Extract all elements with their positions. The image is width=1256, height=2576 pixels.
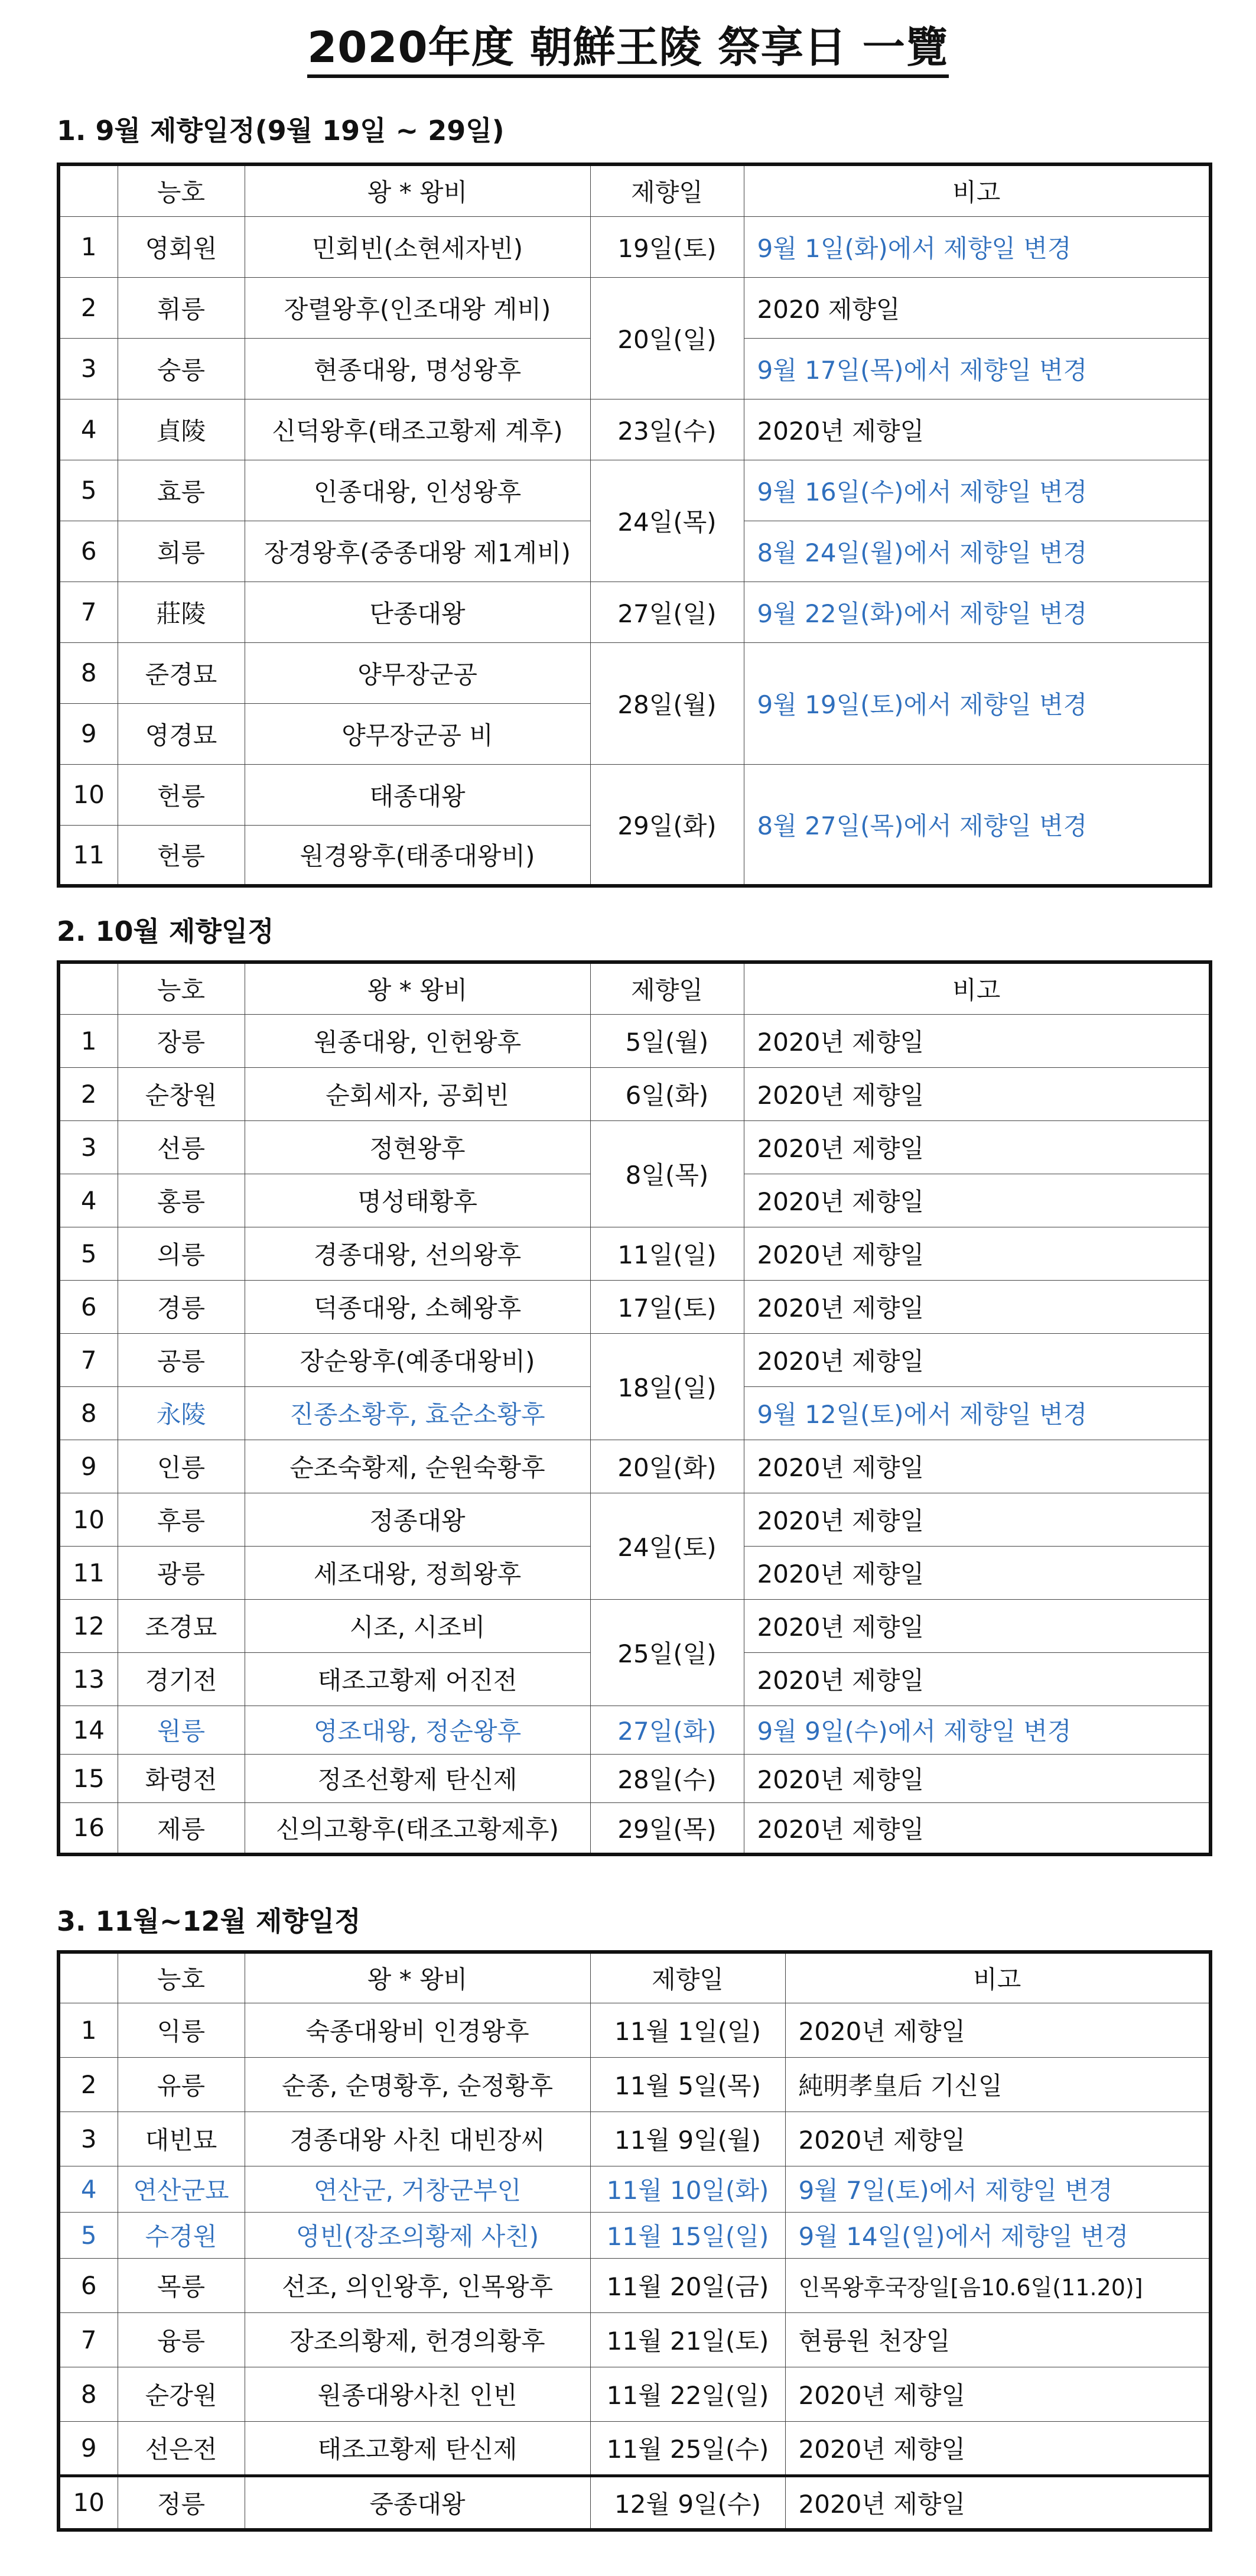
row-number: 12 xyxy=(58,1599,118,1652)
ceremony-date: 20일(일) xyxy=(590,277,744,399)
row-number: 6 xyxy=(58,2258,118,2312)
remark: 2020년 제향일 xyxy=(744,1599,1211,1652)
king-queen-name: 양무장군공 비 xyxy=(245,703,590,764)
page-title: 2020年度 朝鮮王陵 祭享日 一覽 xyxy=(0,13,1256,74)
tomb-name: 헌릉 xyxy=(118,825,245,886)
king-queen-name: 양무장군공 xyxy=(245,642,590,703)
remark: 인목왕후국장일[음10.6일(11.20)] xyxy=(785,2258,1211,2312)
tomb-name: 선은전 xyxy=(118,2421,245,2476)
ceremony-date: 24일(토) xyxy=(590,1493,744,1599)
ceremony-date: 11월 25일(수) xyxy=(590,2421,785,2476)
tomb-name: 융릉 xyxy=(118,2312,245,2367)
remark: 2020년 제향일 xyxy=(744,1120,1211,1174)
table-october xyxy=(57,960,1212,1856)
ceremony-date: 29일(화) xyxy=(590,764,744,886)
tomb-name: 효릉 xyxy=(118,460,245,521)
col-note: 비고 xyxy=(744,164,1211,216)
row-number: 8 xyxy=(58,1386,118,1440)
section-heading-3: 3. 11월~12월 제향일정 xyxy=(57,1905,361,1937)
table-header-row xyxy=(58,962,1211,1014)
ceremony-date: 24일(목) xyxy=(590,460,744,582)
section-heading-1: 1. 9월 제향일정(9월 19일 ~ 29일) xyxy=(57,115,505,147)
tomb-name: 永陵 xyxy=(118,1386,245,1440)
column-header: 제향일 xyxy=(590,962,744,1014)
tomb-name: 목릉 xyxy=(118,2258,245,2312)
column-header xyxy=(58,1952,118,2003)
king-queen-name: 진종소황후, 효순소황후 xyxy=(245,1386,590,1440)
table-row xyxy=(58,2057,1211,2112)
king-queen-name: 세조대왕, 정희왕후 xyxy=(245,1546,590,1599)
row-number: 8 xyxy=(58,2367,118,2421)
king-queen-name: 경종대왕 사친 대빈장씨 xyxy=(245,2112,590,2166)
table-row xyxy=(58,399,1211,460)
tomb-name: 연산군묘 xyxy=(118,2166,245,2212)
column-header: 제향일 xyxy=(590,1952,785,2003)
ceremony-date: 25일(일) xyxy=(590,1599,744,1706)
remark: 9월 7일(토)에서 제향일 변경 xyxy=(785,2166,1211,2212)
row-number: 7 xyxy=(58,582,118,642)
remark: 2020년 제향일 xyxy=(744,399,1211,460)
remark: 9월 9일(수)에서 제향일 변경 xyxy=(744,1706,1211,1754)
table-row xyxy=(58,1802,1211,1854)
tomb-name: 대빈묘 xyxy=(118,2112,245,2166)
tomb-name: 의릉 xyxy=(118,1227,245,1280)
remark: 2020년 제향일 xyxy=(785,2476,1211,2530)
ceremony-date: 11월 22일(일) xyxy=(590,2367,785,2421)
row-number: 1 xyxy=(58,216,118,277)
ceremony-date: 27일(일) xyxy=(590,582,744,642)
row-number: 2 xyxy=(58,277,118,338)
king-queen-name: 영조대왕, 정순왕후 xyxy=(245,1706,590,1754)
tomb-name: 선릉 xyxy=(118,1120,245,1174)
king-queen-name: 정조선황제 탄신제 xyxy=(245,1754,590,1802)
remark: 9월 16일(수)에서 제향일 변경 xyxy=(744,460,1211,521)
row-number: 6 xyxy=(58,521,118,582)
tomb-name: 헌릉 xyxy=(118,764,245,825)
tomb-name: 유릉 xyxy=(118,2057,245,2112)
table-row xyxy=(58,2476,1211,2530)
ceremony-date: 29일(목) xyxy=(590,1802,744,1854)
row-number: 10 xyxy=(58,2476,118,2530)
column-header xyxy=(58,962,118,1014)
remark: 純明孝皇后 기신일 xyxy=(785,2057,1211,2112)
col-date: 제향일 xyxy=(590,164,744,216)
king-queen-name: 순조숙황제, 순원숙황후 xyxy=(245,1440,590,1493)
remark: 2020년 제향일 xyxy=(744,1067,1211,1120)
row-number: 8 xyxy=(58,642,118,703)
king-queen-name: 장순왕후(예종대왕비) xyxy=(245,1333,590,1386)
table-row xyxy=(58,1440,1211,1493)
ceremony-date: 11월 15일(일) xyxy=(590,2212,785,2258)
column-header: 능호 xyxy=(118,962,245,1014)
table-row xyxy=(58,2212,1211,2258)
ceremony-date: 23일(수) xyxy=(590,399,744,460)
king-queen-name: 신덕왕후(태조고황제 계후) xyxy=(245,399,590,460)
king-queen-name: 태조고황제 탄신제 xyxy=(245,2421,590,2476)
tomb-name: 순강원 xyxy=(118,2367,245,2421)
remark: 2020년 제향일 xyxy=(744,1174,1211,1227)
ceremony-date: 11월 1일(일) xyxy=(590,2003,785,2057)
king-queen-name: 태종대왕 xyxy=(245,764,590,825)
row-number: 10 xyxy=(58,764,118,825)
section-heading-2: 2. 10월 제향일정 xyxy=(57,915,274,947)
table-row xyxy=(58,216,1211,277)
col-num xyxy=(58,164,118,216)
king-queen-name: 원경왕후(태종대왕비) xyxy=(245,825,590,886)
tomb-name: 익릉 xyxy=(118,2003,245,2057)
king-queen-name: 정종대왕 xyxy=(245,1493,590,1546)
king-queen-name: 시조, 시조비 xyxy=(245,1599,590,1652)
tomb-name: 경기전 xyxy=(118,1652,245,1706)
row-number: 4 xyxy=(58,2166,118,2212)
row-number: 16 xyxy=(58,1802,118,1854)
king-queen-name: 단종대왕 xyxy=(245,582,590,642)
ceremony-date: 17일(토) xyxy=(590,1280,744,1333)
ceremony-date: 5일(월) xyxy=(590,1014,744,1067)
row-number: 7 xyxy=(58,2312,118,2367)
tomb-name: 공릉 xyxy=(118,1333,245,1386)
table-row xyxy=(58,1227,1211,1280)
remark: 2020년 제향일 xyxy=(744,1802,1211,1854)
row-number: 9 xyxy=(58,2421,118,2476)
king-queen-name: 장렬왕후(인조대왕 계비) xyxy=(245,277,590,338)
king-queen-name: 민회빈(소현세자빈) xyxy=(245,216,590,277)
row-number: 10 xyxy=(58,1493,118,1546)
table-row xyxy=(58,1014,1211,1067)
tomb-name: 원릉 xyxy=(118,1706,245,1754)
row-number: 1 xyxy=(58,1014,118,1067)
ceremony-date: 28일(월) xyxy=(590,642,744,764)
remark: 2020년 제향일 xyxy=(744,1546,1211,1599)
row-number: 5 xyxy=(58,460,118,521)
row-number: 5 xyxy=(58,1227,118,1280)
row-number: 4 xyxy=(58,399,118,460)
row-number: 13 xyxy=(58,1652,118,1706)
remark: 2020년 제향일 xyxy=(785,2421,1211,2476)
tomb-name: 홍릉 xyxy=(118,1174,245,1227)
tomb-name: 준경묘 xyxy=(118,642,245,703)
table-row xyxy=(58,764,1211,825)
king-queen-name: 장경왕후(중종대왕 제1계비) xyxy=(245,521,590,582)
table-row xyxy=(58,1706,1211,1754)
tomb-name: 광릉 xyxy=(118,1546,245,1599)
table-row xyxy=(58,2258,1211,2312)
king-queen-name: 원종대왕, 인헌왕후 xyxy=(245,1014,590,1067)
remark: 2020년 제향일 xyxy=(785,2003,1211,2057)
row-number: 3 xyxy=(58,1120,118,1174)
table-row xyxy=(58,2166,1211,2212)
tomb-name: 휘릉 xyxy=(118,277,245,338)
tomb-name: 인릉 xyxy=(118,1440,245,1493)
remark: 2020년 제향일 xyxy=(744,1754,1211,1802)
remark: 9월 1일(화)에서 제향일 변경 xyxy=(744,216,1211,277)
table-row xyxy=(58,1493,1211,1546)
tomb-name: 영경묘 xyxy=(118,703,245,764)
column-header: 왕 * 왕비 xyxy=(245,1952,590,2003)
row-number: 5 xyxy=(58,2212,118,2258)
remark: 2020년 제향일 xyxy=(744,1493,1211,1546)
king-queen-name: 숙종대왕비 인경왕후 xyxy=(245,2003,590,2057)
tomb-name: 제릉 xyxy=(118,1802,245,1854)
tomb-name: 莊陵 xyxy=(118,582,245,642)
ceremony-date: 6일(화) xyxy=(590,1067,744,1120)
king-queen-name: 장조의황제, 헌경의황후 xyxy=(245,2312,590,2367)
remark: 2020년 제향일 xyxy=(744,1227,1211,1280)
ceremony-date: 12월 9일(수) xyxy=(590,2476,785,2530)
row-number: 2 xyxy=(58,2057,118,2112)
row-number: 2 xyxy=(58,1067,118,1120)
king-queen-name: 순회세자, 공회빈 xyxy=(245,1067,590,1120)
tomb-name: 숭릉 xyxy=(118,338,245,399)
remark: 2020 제향일 xyxy=(744,277,1211,338)
king-queen-name: 원종대왕사친 인빈 xyxy=(245,2367,590,2421)
remark: 2020년 제향일 xyxy=(785,2112,1211,2166)
remark: 2020년 제향일 xyxy=(744,1652,1211,1706)
row-number: 3 xyxy=(58,2112,118,2166)
remark: 2020년 제향일 xyxy=(785,2367,1211,2421)
table-row xyxy=(58,277,1211,338)
tomb-name: 순창원 xyxy=(118,1067,245,1120)
ceremony-date: 11월 5일(목) xyxy=(590,2057,785,2112)
king-queen-name: 태조고황제 어진전 xyxy=(245,1652,590,1706)
column-header: 비고 xyxy=(744,962,1211,1014)
col-king: 왕 * 왕비 xyxy=(245,164,590,216)
table-row xyxy=(58,1599,1211,1652)
remark: 8월 24일(월)에서 제향일 변경 xyxy=(744,521,1211,582)
ceremony-date: 28일(수) xyxy=(590,1754,744,1802)
row-number: 4 xyxy=(58,1174,118,1227)
ceremony-date: 20일(화) xyxy=(590,1440,744,1493)
king-queen-name: 중종대왕 xyxy=(245,2476,590,2530)
row-number: 11 xyxy=(58,1546,118,1599)
remark: 9월 19일(토)에서 제향일 변경 xyxy=(744,642,1211,764)
table-row xyxy=(58,1067,1211,1120)
table-row xyxy=(58,1120,1211,1174)
row-number: 9 xyxy=(58,703,118,764)
ceremony-date: 27일(화) xyxy=(590,1706,744,1754)
king-queen-name: 순종, 순명황후, 순정황후 xyxy=(245,2057,590,2112)
table-row xyxy=(58,2421,1211,2476)
column-header: 비고 xyxy=(785,1952,1211,2003)
king-queen-name: 정현왕후 xyxy=(245,1120,590,1174)
ceremony-date: 8일(목) xyxy=(590,1120,744,1227)
remark: 2020년 제향일 xyxy=(744,1014,1211,1067)
table-header-row xyxy=(58,1952,1211,2003)
remark: 9월 14일(일)에서 제향일 변경 xyxy=(785,2212,1211,2258)
table-row xyxy=(58,2003,1211,2057)
row-number: 1 xyxy=(58,2003,118,2057)
king-queen-name: 연산군, 거창군부인 xyxy=(245,2166,590,2212)
row-number: 14 xyxy=(58,1706,118,1754)
table-row xyxy=(58,2367,1211,2421)
col-tomb: 능호 xyxy=(118,164,245,216)
table-row xyxy=(58,1754,1211,1802)
tomb-name: 조경묘 xyxy=(118,1599,245,1652)
king-queen-name: 선조, 의인왕후, 인목왕후 xyxy=(245,2258,590,2312)
king-queen-name: 현종대왕, 명성왕후 xyxy=(245,338,590,399)
table-row xyxy=(58,1280,1211,1333)
tomb-name: 경릉 xyxy=(118,1280,245,1333)
king-queen-name: 경종대왕, 선의왕후 xyxy=(245,1227,590,1280)
tomb-name: 화령전 xyxy=(118,1754,245,1802)
row-number: 11 xyxy=(58,825,118,886)
ceremony-date: 11월 20일(금) xyxy=(590,2258,785,2312)
tomb-name: 貞陵 xyxy=(118,399,245,460)
table-row xyxy=(58,582,1211,642)
table-row xyxy=(58,2312,1211,2367)
remark: 8월 27일(목)에서 제향일 변경 xyxy=(744,764,1211,886)
remark: 2020년 제향일 xyxy=(744,1440,1211,1493)
remark: 9월 17일(목)에서 제향일 변경 xyxy=(744,338,1211,399)
remark: 2020년 제향일 xyxy=(744,1280,1211,1333)
column-header: 능호 xyxy=(118,1952,245,2003)
row-number: 9 xyxy=(58,1440,118,1493)
row-number: 6 xyxy=(58,1280,118,1333)
ceremony-date: 11월 21일(토) xyxy=(590,2312,785,2367)
king-queen-name: 영빈(장조의황제 사친) xyxy=(245,2212,590,2258)
ceremony-date: 19일(토) xyxy=(590,216,744,277)
table-row xyxy=(58,460,1211,521)
king-queen-name: 신의고황후(태조고황제후) xyxy=(245,1802,590,1854)
table-row xyxy=(58,2112,1211,2166)
ceremony-date: 11일(일) xyxy=(590,1227,744,1280)
table-row xyxy=(58,1333,1211,1386)
tomb-name: 정릉 xyxy=(118,2476,245,2530)
tomb-name: 수경원 xyxy=(118,2212,245,2258)
king-queen-name: 덕종대왕, 소혜왕후 xyxy=(245,1280,590,1333)
remark: 9월 22일(화)에서 제향일 변경 xyxy=(744,582,1211,642)
king-queen-name: 인종대왕, 인성왕후 xyxy=(245,460,590,521)
tomb-name: 후릉 xyxy=(118,1493,245,1546)
remark: 2020년 제향일 xyxy=(744,1333,1211,1386)
remark: 9월 12일(토)에서 제향일 변경 xyxy=(744,1386,1211,1440)
ceremony-date: 18일(일) xyxy=(590,1333,744,1440)
column-header: 왕 * 왕비 xyxy=(245,962,590,1014)
row-number: 15 xyxy=(58,1754,118,1802)
table-row xyxy=(58,642,1211,703)
table-header-row xyxy=(58,164,1211,216)
tomb-name: 장릉 xyxy=(118,1014,245,1067)
table-november-december xyxy=(57,1950,1212,2532)
king-queen-name: 명성태황후 xyxy=(245,1174,590,1227)
ceremony-date: 11월 10일(화) xyxy=(590,2166,785,2212)
ceremony-date: 11월 9일(월) xyxy=(590,2112,785,2166)
remark: 현륭원 천장일 xyxy=(785,2312,1211,2367)
table-september xyxy=(57,163,1212,888)
row-number: 3 xyxy=(58,338,118,399)
tomb-name: 희릉 xyxy=(118,521,245,582)
tomb-name: 영회원 xyxy=(118,216,245,277)
row-number: 7 xyxy=(58,1333,118,1386)
